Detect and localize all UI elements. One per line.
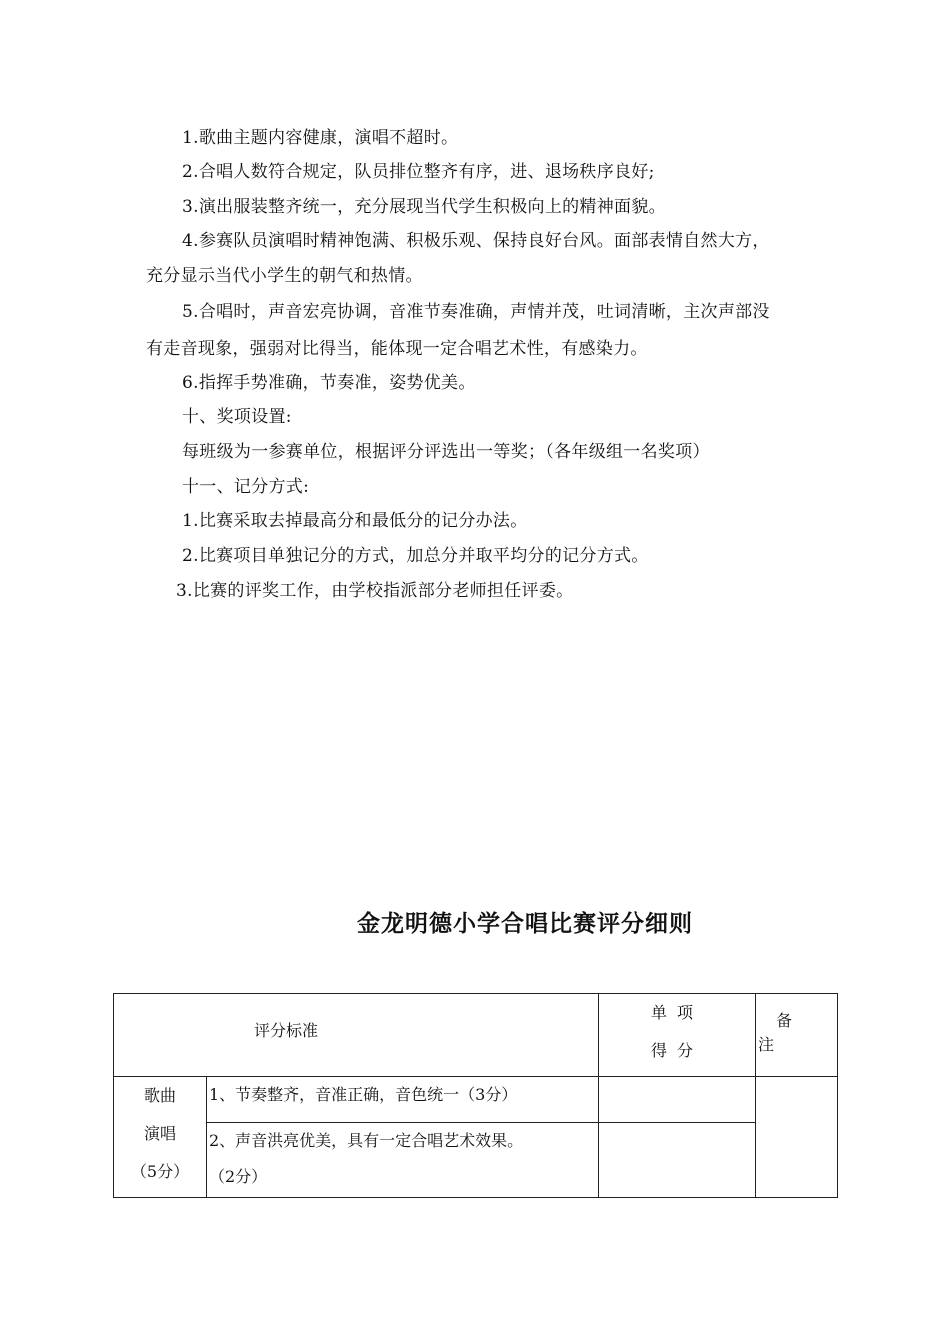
paragraph-3: 3.演出服装整齐统一，充分展现当代学生积极向上的精神面貌。 xyxy=(182,197,666,217)
table-title: 金龙明德小学合唱比赛评分细则 xyxy=(357,911,693,937)
scoring-item-3: 3.比赛的评奖工作，由学校指派部分老师担任评委。 xyxy=(176,581,574,601)
category-cell xyxy=(114,1077,207,1198)
paragraph-4-cont: 充分显示当代小学生的朝气和热情。 xyxy=(146,266,423,286)
section-scoring-heading: 十一、记分方式: xyxy=(182,477,310,497)
header-remark-2: 注 xyxy=(758,1035,775,1054)
score-cell-1 xyxy=(599,1077,756,1123)
scoring-item-1: 1.比赛采取去掉最高分和最低分的记分办法。 xyxy=(182,511,528,531)
scoring-item-2: 2.比赛项目单独记分的方式，加总分并取平均分的记分方式。 xyxy=(182,546,649,566)
criterion-2 xyxy=(207,1123,598,1195)
paragraph-1: 1.歌曲主题内容健康，演唱不超时。 xyxy=(182,128,459,148)
score-cell-2 xyxy=(599,1123,756,1198)
remark-cell xyxy=(756,1077,838,1198)
criterion-cell-1 xyxy=(207,1077,599,1123)
header-score-line-1: 单项 xyxy=(650,1003,703,1022)
paragraph-2: 2.合唱人数符合规定，队员排位整齐有序，进、退场秩序良好; xyxy=(182,162,655,182)
header-criteria: 评分标准 xyxy=(253,1021,318,1040)
paragraph-4: 4.参赛队员演唱时精神饱满、积极乐观、保持良好台风。面部表情自然大方， xyxy=(182,231,770,251)
scoring-table xyxy=(113,993,838,1198)
table-row xyxy=(114,1123,838,1198)
criterion-1: 1、节奏整齐，音准正确，音色统一（3分） xyxy=(209,1085,518,1104)
header-criteria-cell xyxy=(114,994,599,1077)
category-line-2: 演唱 xyxy=(143,1124,176,1143)
category-line-1: 歌曲 xyxy=(143,1086,176,1105)
paragraph-5-cont: 有走音现象，强弱对比得当，能体现一定合唱艺术性，有感染力。 xyxy=(146,339,648,359)
paragraph-6: 6.指挥手势准确，节奏准，姿势优美。 xyxy=(182,373,476,393)
section-awards-heading: 十、奖项设置: xyxy=(182,407,292,427)
criterion-cell-2 xyxy=(207,1123,599,1198)
header-score-cell xyxy=(599,994,756,1077)
header-score-line-2: 得分 xyxy=(650,1041,703,1060)
table-header-row xyxy=(114,994,838,1077)
header-remark-1: 备 xyxy=(776,1011,793,1030)
category-line-3: （5分） xyxy=(130,1162,190,1181)
paragraph-5: 5.合唱时，声音宏亮协调，音准节奏准确，声情并茂，吐词清晰，主次声部没 xyxy=(182,302,770,322)
awards-text: 每班级为一参赛单位，根据评分评选出一等奖；（各年级组一名奖项） xyxy=(182,442,710,462)
header-remark-cell xyxy=(756,994,838,1077)
criterion-2-line-1: 2、声音洪亮优美，具有一定合唱艺术效果。 xyxy=(209,1131,524,1150)
table-row xyxy=(114,1077,838,1123)
criterion-2-line-2: （2分） xyxy=(209,1167,268,1186)
